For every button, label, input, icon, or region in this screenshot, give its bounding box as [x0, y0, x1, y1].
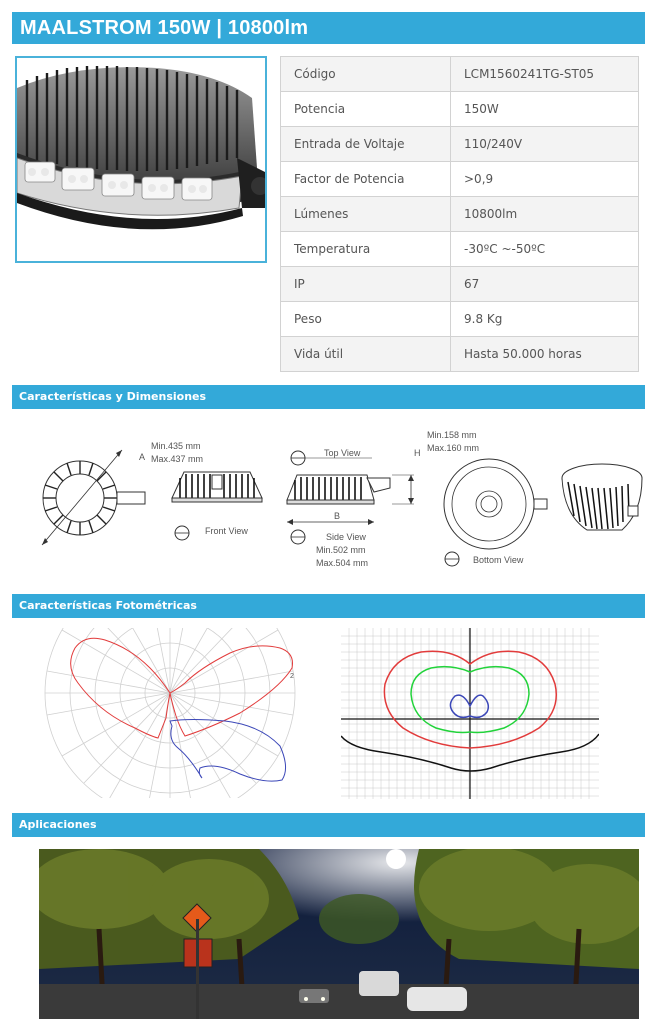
section-header-dimensions: [12, 385, 645, 409]
marker-b: B: [334, 511, 341, 521]
table-row: [281, 197, 639, 232]
polar-diagram: [40, 628, 300, 798]
table-row: [281, 337, 639, 372]
marker-a: A: [139, 452, 146, 462]
spec-label: IP: [281, 267, 451, 302]
spec-label: Factor de Potencia: [281, 162, 451, 197]
diameter-label: Min.435 mm Max.437 mm: [151, 441, 204, 464]
section-title: Características y Dimensiones: [19, 390, 207, 403]
spec-value: >0,9: [451, 162, 639, 197]
spec-value: -30ºC ~-50ºC: [451, 232, 639, 267]
spec-label: Entrada de Voltaje: [281, 127, 451, 162]
section-title: Características Fotométricas: [19, 599, 197, 612]
polar-red-curve: [71, 638, 293, 738]
section-title: Aplicaciones: [19, 818, 97, 831]
round-view-drawing: [42, 450, 145, 545]
bottom-view-drawing: [444, 459, 547, 566]
dimensions-diagram: [12, 420, 645, 580]
page-title-bar: [12, 12, 645, 44]
side-view-label: Side View: [326, 532, 366, 542]
front-view-label: Front View: [205, 526, 248, 536]
table-row: [281, 127, 639, 162]
marker-h: H: [414, 448, 421, 458]
spec-value: Hasta 50.000 horas: [451, 337, 639, 372]
polar-scale-label: 2: [290, 673, 294, 680]
table-row: [281, 57, 639, 92]
spec-label: Código: [281, 57, 451, 92]
isolux-diagram: [341, 628, 599, 799]
table-row: [281, 232, 639, 267]
bottom-view-label: Bottom View: [473, 555, 524, 565]
spec-value: 67: [451, 267, 639, 302]
perspective-view-drawing: [562, 464, 642, 530]
top-view-label: Top View: [324, 448, 361, 458]
spec-value: 110/240V: [451, 127, 639, 162]
width-label: Min.502 mm Max.504 mm: [316, 545, 369, 568]
spec-value: 10800lm: [451, 197, 639, 232]
spec-table: [280, 56, 639, 372]
table-row: [281, 267, 639, 302]
table-row: [281, 162, 639, 197]
spec-value: 150W: [451, 92, 639, 127]
section-header-photometric: [12, 594, 645, 618]
spec-label: Potencia: [281, 92, 451, 127]
height-label: Min.158 mm Max.160 mm: [427, 430, 480, 453]
spec-label: Lúmenes: [281, 197, 451, 232]
spec-value: LCM1560241TG-ST05: [451, 57, 639, 92]
spec-value: 9.8 Kg: [451, 302, 639, 337]
table-row: [281, 302, 639, 337]
spec-label: Vida útil: [281, 337, 451, 372]
spec-label: Peso: [281, 302, 451, 337]
spec-label: Temperatura: [281, 232, 451, 267]
product-image: [15, 56, 267, 263]
application-photo: [39, 849, 639, 1019]
page-title: MAALSTROM 150W | 10800lm: [20, 17, 309, 39]
table-row: [281, 92, 639, 127]
section-header-applications: [12, 813, 645, 837]
